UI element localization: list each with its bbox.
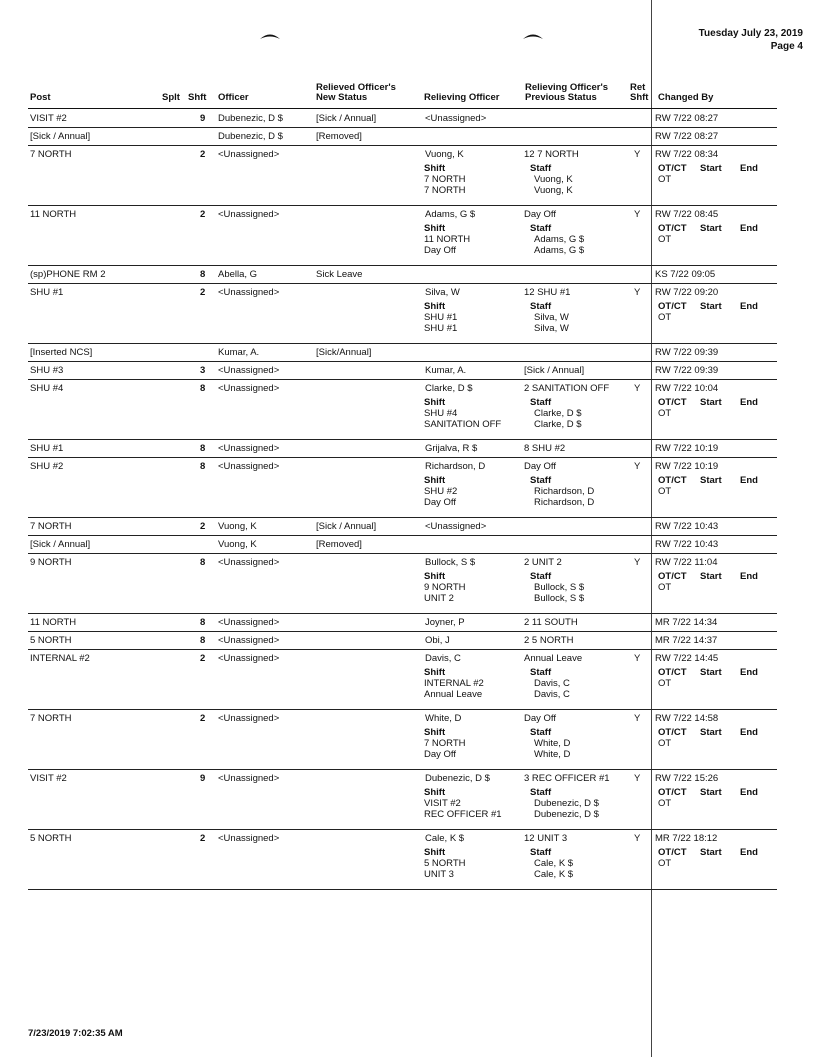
changed-by-cell: KS 7/22 09:05 xyxy=(655,269,716,280)
ot-value: OT xyxy=(658,738,672,749)
officer-cell: <Unassigned> xyxy=(218,635,280,646)
ot-value: OT xyxy=(658,234,672,245)
end-label: End xyxy=(740,475,758,486)
previous-status-cell: 12 7 NORTH xyxy=(524,149,579,160)
previous-status-cell: 12 SHU #1 xyxy=(524,287,571,298)
detail-staff: Silva, W xyxy=(534,312,569,323)
ot-ct-label: OT/CT xyxy=(658,301,687,312)
ot-ct-label: OT/CT xyxy=(658,571,687,582)
ot-ct-label: OT/CT xyxy=(658,847,687,858)
ot-ct-label: OT/CT xyxy=(658,163,687,174)
post-cell: SHU #2 xyxy=(30,461,64,472)
detail-shift: 9 NORTH xyxy=(424,582,466,593)
shift-label: Shift xyxy=(424,163,446,174)
changed-by-cell: RW 7/22 09:39 xyxy=(655,347,719,358)
post-cell: SHU #3 xyxy=(30,365,64,376)
previous-status-cell: 2 SANITATION OFF xyxy=(524,383,610,394)
post-cell: 5 NORTH xyxy=(30,833,72,844)
staff-label: Staff xyxy=(530,667,552,678)
detail-shift: SANITATION OFF xyxy=(424,419,502,430)
changed-by-cell: RW 7/22 08:27 xyxy=(655,131,719,142)
officer-cell: <Unassigned> xyxy=(218,713,280,724)
detail-staff: Davis, C xyxy=(534,678,570,689)
detail-shift: SHU #4 xyxy=(424,408,458,419)
post-cell: [Sick / Annual] xyxy=(30,131,91,142)
post-cell: VISIT #2 xyxy=(30,773,67,784)
detail-shift: SHU #1 xyxy=(424,323,458,334)
end-label: End xyxy=(740,397,758,408)
detail-shift: UNIT 2 xyxy=(424,593,454,604)
start-label: Start xyxy=(700,571,722,582)
changed-by-cell: RW 7/22 10:43 xyxy=(655,521,719,532)
print-timestamp: 7/23/2019 7:02:35 AM xyxy=(28,1028,123,1039)
start-label: Start xyxy=(700,667,722,678)
col-relieving-prev: Relieving Officer's Previous Status xyxy=(525,82,609,103)
detail-shift: SHU #1 xyxy=(424,312,458,323)
detail-staff: Richardson, D xyxy=(534,486,595,497)
shift-label: Shift xyxy=(424,301,446,312)
row-divider xyxy=(28,889,777,890)
ot-ct-label: OT/CT xyxy=(658,475,687,486)
officer-cell: <Unassigned> xyxy=(218,365,280,376)
ot-value: OT xyxy=(658,486,672,497)
new-status-cell: Sick Leave xyxy=(316,269,363,280)
officer-cell: Vuong, K xyxy=(218,521,257,532)
post-cell: SHU #1 xyxy=(30,287,64,298)
row-divider xyxy=(28,145,777,146)
changed-by-cell: RW 7/22 14:58 xyxy=(655,713,719,724)
ot-value: OT xyxy=(658,798,672,809)
page-number: Page 4 xyxy=(770,41,803,52)
ret-shift-cell: Y xyxy=(634,209,641,220)
shift-cell: 9 xyxy=(200,113,206,124)
margin-line xyxy=(651,0,652,1057)
officer-cell: <Unassigned> xyxy=(218,557,280,568)
col-ret-shift: Ret Shft xyxy=(630,82,649,103)
shift-cell: 2 xyxy=(200,833,206,844)
row-divider xyxy=(28,283,777,284)
shift-label: Shift xyxy=(424,727,446,738)
ot-value: OT xyxy=(658,582,672,593)
staff-label: Staff xyxy=(530,397,552,408)
ot-ct-label: OT/CT xyxy=(658,667,687,678)
ot-ct-label: OT/CT xyxy=(658,223,687,234)
officer-cell: <Unassigned> xyxy=(218,149,280,160)
end-label: End xyxy=(740,301,758,312)
relieving-officer-cell: <Unassigned> xyxy=(425,521,487,532)
detail-staff: Cale, K $ xyxy=(534,858,574,869)
detail-shift: Day Off xyxy=(424,245,457,256)
officer-cell: <Unassigned> xyxy=(218,653,280,664)
row-divider xyxy=(28,361,777,362)
previous-status-cell: Day Off xyxy=(524,461,557,472)
changed-by-cell: RW 7/22 08:27 xyxy=(655,113,719,124)
previous-status-cell: Day Off xyxy=(524,209,557,220)
row-divider xyxy=(28,517,777,518)
detail-staff: Clarke, D $ xyxy=(534,408,582,419)
previous-status-cell: 8 SHU #2 xyxy=(524,443,566,454)
shift-cell: 8 xyxy=(200,461,206,472)
changed-by-cell: RW 7/22 09:39 xyxy=(655,365,719,376)
staff-label: Staff xyxy=(530,475,552,486)
shift-cell: 2 xyxy=(200,287,206,298)
detail-shift: 7 NORTH xyxy=(424,738,466,749)
previous-status-cell: Day Off xyxy=(524,713,557,724)
row-divider xyxy=(28,127,777,128)
changed-by-cell: RW 7/22 10:04 xyxy=(655,383,719,394)
shift-cell: 8 xyxy=(200,557,206,568)
staff-label: Staff xyxy=(530,301,552,312)
start-label: Start xyxy=(700,475,722,486)
shift-label: Shift xyxy=(424,787,446,798)
post-cell: 11 NORTH xyxy=(30,209,77,220)
ret-shift-cell: Y xyxy=(634,461,641,472)
detail-shift: 7 NORTH xyxy=(424,185,466,196)
shift-cell: 2 xyxy=(200,149,206,160)
new-status-cell: [Removed] xyxy=(316,539,362,550)
start-label: Start xyxy=(700,301,722,312)
changed-by-cell: RW 7/22 15:26 xyxy=(655,773,719,784)
relieving-officer-cell: Vuong, K xyxy=(425,149,464,160)
shift-label: Shift xyxy=(424,847,446,858)
ret-shift-cell: Y xyxy=(634,653,641,664)
officer-cell: <Unassigned> xyxy=(218,443,280,454)
ot-ct-label: OT/CT xyxy=(658,397,687,408)
relieving-officer-cell: Obi, J xyxy=(425,635,450,646)
row-divider xyxy=(28,613,777,614)
changed-by-cell: RW 7/22 10:19 xyxy=(655,443,719,454)
shift-label: Shift xyxy=(424,397,446,408)
changed-by-cell: RW 7/22 08:34 xyxy=(655,149,719,160)
ret-shift-cell: Y xyxy=(634,833,641,844)
relieving-officer-cell: Joyner, P xyxy=(425,617,465,628)
staff-label: Staff xyxy=(530,571,552,582)
changed-by-cell: RW 7/22 08:45 xyxy=(655,209,719,220)
relieving-officer-cell: Clarke, D $ xyxy=(425,383,473,394)
new-status-cell: [Sick/Annual] xyxy=(316,347,372,358)
previous-status-cell: 3 REC OFFICER #1 xyxy=(524,773,610,784)
row-divider xyxy=(28,379,777,380)
detail-shift: VISIT #2 xyxy=(424,798,461,809)
changed-by-cell: RW 7/22 10:19 xyxy=(655,461,719,472)
ret-shift-cell: Y xyxy=(634,713,641,724)
detail-staff: White, D xyxy=(534,738,571,749)
officer-cell: <Unassigned> xyxy=(218,383,280,394)
officer-cell: Abella, G xyxy=(218,269,258,280)
detail-staff: Silva, W xyxy=(534,323,569,334)
shift-cell: 8 xyxy=(200,617,206,628)
detail-shift: 7 NORTH xyxy=(424,174,466,185)
detail-shift: 5 NORTH xyxy=(424,858,466,869)
officer-cell: <Unassigned> xyxy=(218,773,280,784)
row-divider xyxy=(28,769,777,770)
post-cell: SHU #4 xyxy=(30,383,64,394)
staff-label: Staff xyxy=(530,727,552,738)
start-label: Start xyxy=(700,847,722,858)
ot-value: OT xyxy=(658,312,672,323)
previous-status-cell: Annual Leave xyxy=(524,653,583,664)
changed-by-cell: RW 7/22 10:43 xyxy=(655,539,719,550)
ot-value: OT xyxy=(658,408,672,419)
start-label: Start xyxy=(700,223,722,234)
detail-shift: REC OFFICER #1 xyxy=(424,809,502,820)
new-status-cell: [Sick / Annual] xyxy=(316,113,377,124)
post-cell: 7 NORTH xyxy=(30,521,72,532)
post-cell: 11 NORTH xyxy=(30,617,77,628)
detail-shift: Day Off xyxy=(424,749,457,760)
detail-staff: Cale, K $ xyxy=(534,869,574,880)
detail-shift: UNIT 3 xyxy=(424,869,454,880)
officer-cell: <Unassigned> xyxy=(218,833,280,844)
row-divider xyxy=(28,439,777,440)
relieving-officer-cell: Cale, K $ xyxy=(425,833,465,844)
staff-label: Staff xyxy=(530,787,552,798)
detail-staff: Bullock, S $ xyxy=(534,582,585,593)
shift-cell: 9 xyxy=(200,773,206,784)
shift-cell: 8 xyxy=(200,443,206,454)
relieving-officer-cell: Kumar, A. xyxy=(425,365,467,376)
new-status-cell: [Sick / Annual] xyxy=(316,521,377,532)
detail-staff: Vuong, K xyxy=(534,174,573,185)
relieving-officer-cell: White, D xyxy=(425,713,462,724)
row-divider xyxy=(28,631,777,632)
officer-cell: Vuong, K xyxy=(218,539,257,550)
col-relieved-status: Relieved Officer's New Status xyxy=(316,82,396,103)
end-label: End xyxy=(740,787,758,798)
changed-by-cell: MR 7/22 14:37 xyxy=(655,635,718,646)
detail-staff: Dubenezic, D $ xyxy=(534,798,599,809)
row-divider xyxy=(28,457,777,458)
detail-staff: White, D xyxy=(534,749,571,760)
ret-shift-cell: Y xyxy=(634,557,641,568)
previous-status-cell: 2 UNIT 2 xyxy=(524,557,562,568)
changed-by-cell: MR 7/22 18:12 xyxy=(655,833,718,844)
post-cell: 5 NORTH xyxy=(30,635,72,646)
ret-shift-cell: Y xyxy=(634,287,641,298)
detail-shift: Day Off xyxy=(424,497,457,508)
relieving-officer-cell: Richardson, D xyxy=(425,461,486,472)
changed-by-cell: RW 7/22 09:20 xyxy=(655,287,719,298)
staff-label: Staff xyxy=(530,223,552,234)
changed-by-cell: RW 7/22 11:04 xyxy=(655,557,718,568)
end-label: End xyxy=(740,163,758,174)
start-label: Start xyxy=(700,163,722,174)
ot-value: OT xyxy=(658,174,672,185)
detail-shift: SHU #2 xyxy=(424,486,458,497)
officer-cell: Kumar, A. xyxy=(218,347,260,358)
detail-staff: Richardson, D xyxy=(534,497,595,508)
row-divider xyxy=(28,205,777,206)
relieving-officer-cell: <Unassigned> xyxy=(425,113,487,124)
post-cell: SHU #1 xyxy=(30,443,64,454)
shift-cell: 8 xyxy=(200,269,206,280)
officer-cell: Dubenezic, D $ xyxy=(218,113,283,124)
post-cell: [Sick / Annual] xyxy=(30,539,91,550)
previous-status-cell: [Sick / Annual] xyxy=(524,365,585,376)
row-divider xyxy=(28,553,777,554)
row-divider xyxy=(28,829,777,830)
post-cell: [Inserted NCS] xyxy=(30,347,93,358)
col-officer: Officer xyxy=(218,92,249,103)
changed-by-cell: MR 7/22 14:34 xyxy=(655,617,718,628)
col-changed-by: Changed By xyxy=(658,92,714,103)
col-shift: Shft xyxy=(188,92,207,103)
start-label: Start xyxy=(700,787,722,798)
staff-label: Staff xyxy=(530,163,552,174)
col-relieving-officer: Relieving Officer xyxy=(424,92,500,103)
post-cell: INTERNAL #2 xyxy=(30,653,90,664)
officer-cell: <Unassigned> xyxy=(218,617,280,628)
post-cell: (sp)PHONE RM 2 xyxy=(30,269,106,280)
row-divider xyxy=(28,265,777,266)
header-date: Tuesday July 23, 2019 xyxy=(698,28,803,39)
changed-by-cell: RW 7/22 14:45 xyxy=(655,653,719,664)
ot-ct-label: OT/CT xyxy=(658,787,687,798)
ret-shift-cell: Y xyxy=(634,383,641,394)
post-cell: VISIT #2 xyxy=(30,113,67,124)
detail-staff: Vuong, K xyxy=(534,185,573,196)
shift-cell: 3 xyxy=(200,365,206,376)
detail-staff: Davis, C xyxy=(534,689,570,700)
ot-value: OT xyxy=(658,678,672,689)
previous-status-cell: 12 UNIT 3 xyxy=(524,833,568,844)
shift-label: Shift xyxy=(424,223,446,234)
shift-cell: 8 xyxy=(200,635,206,646)
detail-shift: INTERNAL #2 xyxy=(424,678,484,689)
shift-cell: 2 xyxy=(200,713,206,724)
relieving-officer-cell: Silva, W xyxy=(425,287,460,298)
ret-shift-cell: Y xyxy=(634,773,641,784)
shift-cell: 2 xyxy=(200,653,206,664)
shift-cell: 2 xyxy=(200,521,206,532)
detail-staff: Clarke, D $ xyxy=(534,419,582,430)
detail-staff: Adams, G $ xyxy=(534,245,585,256)
col-post: Post xyxy=(30,92,51,103)
end-label: End xyxy=(740,571,758,582)
officer-cell: <Unassigned> xyxy=(218,287,280,298)
ot-value: OT xyxy=(658,858,672,869)
officer-cell: <Unassigned> xyxy=(218,209,280,220)
shift-label: Shift xyxy=(424,475,446,486)
shift-label: Shift xyxy=(424,667,446,678)
detail-staff: Adams, G $ xyxy=(534,234,585,245)
end-label: End xyxy=(740,727,758,738)
detail-staff: Dubenezic, D $ xyxy=(534,809,599,820)
relieving-officer-cell: Adams, G $ xyxy=(425,209,476,220)
post-cell: 7 NORTH xyxy=(30,713,72,724)
relieving-officer-cell: Grijalva, R $ xyxy=(425,443,478,454)
relieving-officer-cell: Dubenezic, D $ xyxy=(425,773,490,784)
post-cell: 9 NORTH xyxy=(30,557,72,568)
new-status-cell: [Removed] xyxy=(316,131,362,142)
row-divider xyxy=(28,343,777,344)
detail-staff: Bullock, S $ xyxy=(534,593,585,604)
punch-mark-icon xyxy=(259,32,281,40)
officer-cell: <Unassigned> xyxy=(218,461,280,472)
end-label: End xyxy=(740,667,758,678)
officer-cell: Dubenezic, D $ xyxy=(218,131,283,142)
shift-cell: 2 xyxy=(200,209,206,220)
previous-status-cell: 2 5 NORTH xyxy=(524,635,574,646)
relieving-officer-cell: Davis, C xyxy=(425,653,461,664)
shift-cell: 8 xyxy=(200,383,206,394)
detail-shift: 11 NORTH xyxy=(424,234,471,245)
punch-mark-icon xyxy=(522,32,544,40)
end-label: End xyxy=(740,223,758,234)
row-divider xyxy=(28,649,777,650)
start-label: Start xyxy=(700,727,722,738)
detail-shift: Annual Leave xyxy=(424,689,483,700)
staff-label: Staff xyxy=(530,847,552,858)
ot-ct-label: OT/CT xyxy=(658,727,687,738)
post-cell: 7 NORTH xyxy=(30,149,72,160)
ret-shift-cell: Y xyxy=(634,149,641,160)
start-label: Start xyxy=(700,397,722,408)
row-divider xyxy=(28,709,777,710)
shift-label: Shift xyxy=(424,571,446,582)
row-divider xyxy=(28,535,777,536)
previous-status-cell: 2 11 SOUTH xyxy=(524,617,578,628)
col-split: Splt xyxy=(162,92,180,103)
header-rule xyxy=(28,108,777,109)
relieving-officer-cell: Bullock, S $ xyxy=(425,557,476,568)
end-label: End xyxy=(740,847,758,858)
